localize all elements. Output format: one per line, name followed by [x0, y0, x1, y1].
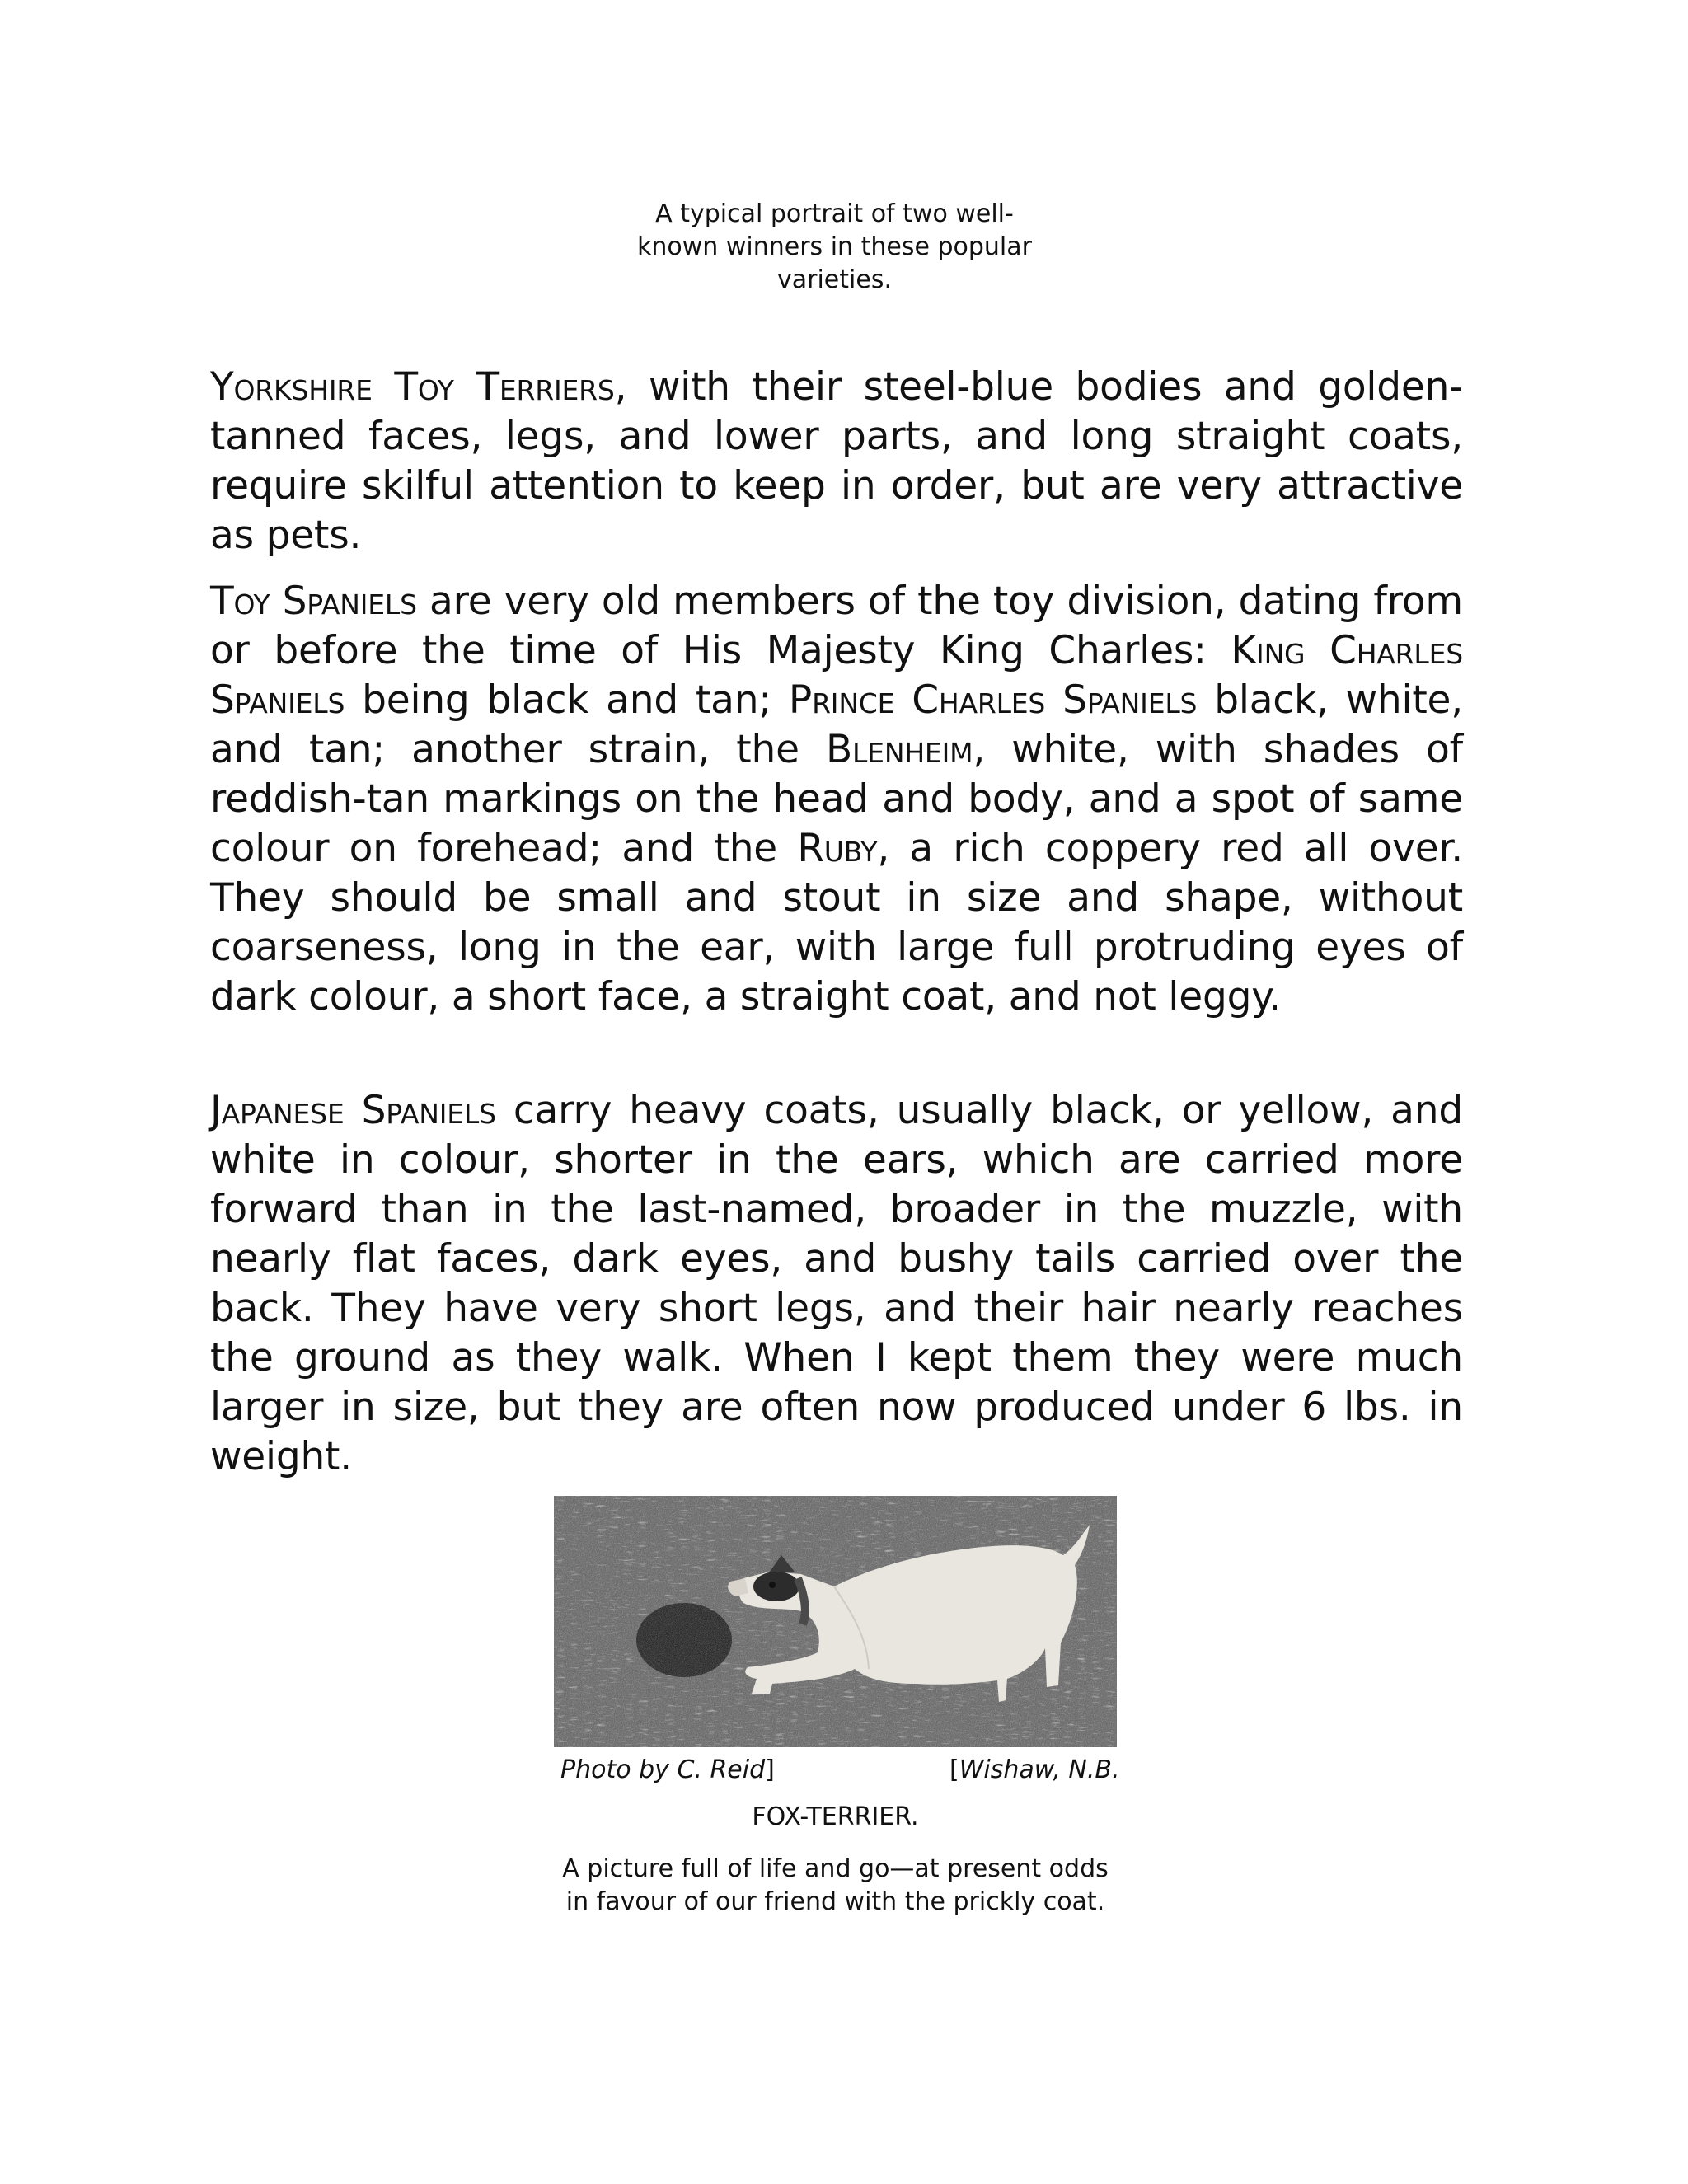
paragraph-text: , a rich coppery red all over. They should be small and stout in size and shape, without coarseness, long in the ear, with large full protruding eyes of dark colour, a short face, a straight coat, and not leggy. — [210, 826, 1463, 1019]
photo-credit-photographer: Photo by C. Reid] — [560, 1755, 775, 1784]
paragraph-text: , white, with shades of reddish-tan markings on the head and body, and a spot of same colour on forehead; and the — [210, 727, 1464, 871]
breed-name-japanese-spaniels: Japanese Spaniels — [210, 1088, 496, 1133]
yorkshire-paragraph — [210, 363, 1463, 560]
japanese-spaniels-paragraph — [210, 1086, 1463, 1482]
breed-name-yorkshire: Yorkshire Toy Terriers — [210, 364, 615, 410]
breed-name-ruby: Ruby — [797, 826, 878, 871]
photo-credit-location: [Wishaw, N.B. — [950, 1755, 1120, 1784]
breed-name-blenheim: Blenheim — [825, 727, 973, 772]
paragraph-text: are very old members of the toy division, dating from or before the time of His Majesty King Charles: — [210, 579, 1463, 673]
paragraph-text: being black and tan; — [345, 677, 789, 723]
paragraph-text: black, white, and tan; another strain, the — [210, 677, 1464, 772]
breed-name-toy-spaniels: Toy Spaniels — [210, 579, 417, 624]
fox-terrier-photo — [554, 1496, 1117, 1747]
photo-caption: A picture full of life and go—at present odds in favour of our friend with the prickly coat. — [562, 1854, 1109, 1916]
photo-title: FOX-TERRIER. — [752, 1802, 919, 1831]
paragraph-text: , with their steel-blue bodies and golden-tanned faces, legs, and lower parts, and long straight coats, require skilful attention to keep in order, but are very attractive as pets. — [210, 364, 1463, 558]
breed-name-prince-charles: Prince Charles Spaniels — [788, 677, 1198, 723]
top-photo-caption: A typical portrait of two well-known winners in these popular varieties. — [637, 199, 1032, 294]
paragraph-text: carry heavy coats, usually black, or yellow, and white in colour, shorter in the ears, which are carried more forward than in the last-named, broader in the muzzle, with nearly flat faces, dark eyes, and bushy tails carried over the back. They have very short legs, and their hair nearly reaches the ground as they walk. When I kept them they were much larger in size, but they are often now produced under 6 lbs. in weight. — [210, 1088, 1463, 1479]
toy-spaniels-paragraph — [210, 577, 1463, 1022]
breed-name-king-charles: King Charles Spaniels — [210, 628, 1463, 723]
